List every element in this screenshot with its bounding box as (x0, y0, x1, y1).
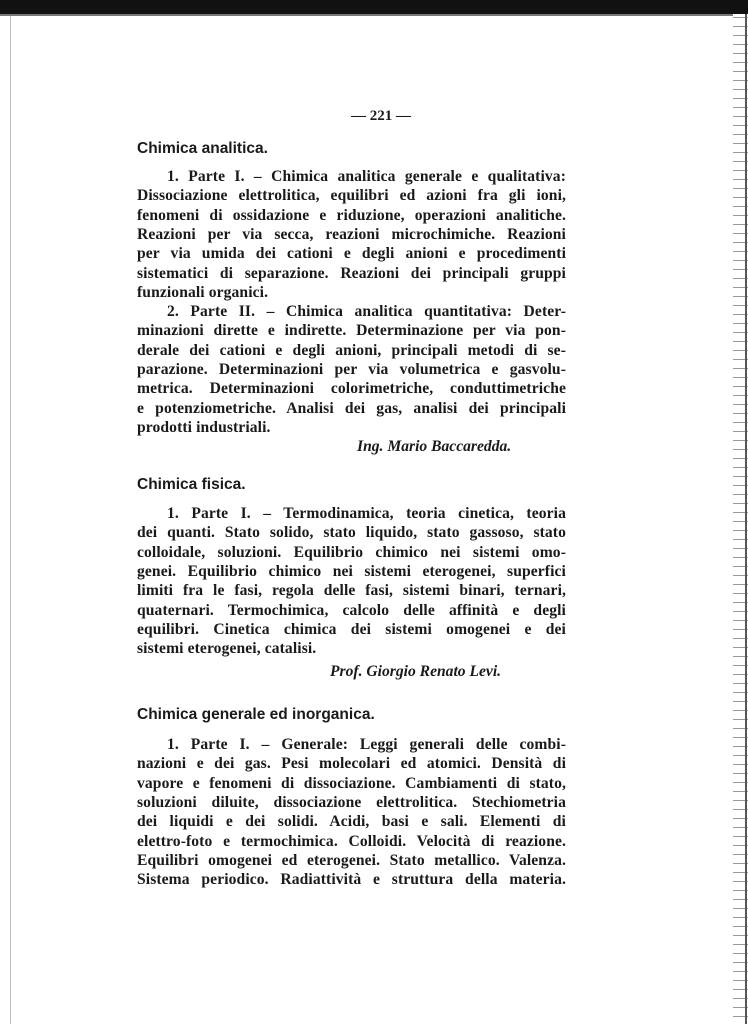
text-line: soluzioni diluite, dissociazione elettrolitica. Stechiometria (137, 794, 566, 812)
scan-top-border-shadow (0, 14, 748, 16)
author-signature: Ing. Mario Baccaredda. (357, 438, 512, 455)
text-line: dei quanti. Stato solido, stato liquido, stato gassoso, stato (137, 524, 566, 542)
text-line: equilibri. Cinetica chimica dei sistemi omogenei e dei (137, 621, 566, 639)
section-heading: Chimica fisica. (137, 476, 246, 493)
text-line: colloidale, soluzioni. Equilibrio chimico nei sistemi omo- (137, 543, 566, 561)
text-line: fenomeni di ossidazione e riduzione, operazioni analitiche. (137, 206, 566, 224)
author-signature: Prof. Giorgio Renato Levi. (330, 663, 502, 680)
text-line: Dissociazione elettrolitica, equilibri ed azioni fra gli ioni, (137, 187, 566, 205)
scan-right-edge-line (745, 14, 747, 1024)
text-line: vapore e fenomeni di dissociazione. Cambiamenti di stato, (137, 774, 566, 792)
text-line: 1. Parte I. – Generale: Leggi generali delle combi- (167, 736, 566, 753)
scan-top-border (0, 0, 748, 14)
text-line: genei. Equilibrio chimico nei sistemi eterogenei, superfici (137, 563, 566, 581)
text-line: 1. Parte I. – Termodinamica, teoria cinetica, teoria (167, 505, 566, 522)
text-line: Reazioni per via secca, reazioni microchimiche. Reazioni (137, 226, 566, 244)
text-line: Equilibri omogenei ed eterogenei. Stato metallico. Valenza. (137, 852, 566, 870)
text-line: dei liquidi e dei solidi. Acidi, basi e sali. Elementi di (137, 813, 566, 831)
text-line: 1. Parte I. – Chimica analitica generale e qualitativa: (167, 168, 566, 185)
text-line: elettro-foto e termochimica. Colloidi. Velocità di reazione. (137, 832, 566, 850)
section-heading: Chimica generale ed inorganica. (137, 706, 375, 723)
text-line: 2. Parte II. – Chimica analitica quantitativa: Deter- (167, 303, 566, 320)
text-line: metrica. Determinazioni colorimetriche, conduttimetriche (137, 380, 566, 398)
text-line: minazioni dirette e indirette. Determinazione per via pon- (137, 322, 566, 340)
text-line: sistematici di separazione. Reazioni dei principali gruppi (137, 264, 566, 282)
text-line: parazione. Determinazioni per via volumetrica e gasvolu- (137, 361, 566, 379)
scan-left-edge (10, 16, 11, 1024)
text-line: funzionali organici. (137, 284, 269, 302)
text-line: prodotti industriali. (137, 419, 271, 437)
text-line: sistemi eterogenei, catalisi. (137, 640, 317, 658)
section-heading: Chimica analitica. (137, 140, 268, 157)
text-line: e potenziometriche. Analisi dei gas, analisi dei principali (137, 399, 566, 417)
text-line: per via umida dei cationi e degli anioni e procedimenti (137, 245, 566, 263)
text-line: nazioni e dei gas. Pesi molecolari ed atomici. Densità di (137, 755, 566, 773)
page-number: — 221 — (351, 108, 411, 124)
text-line: Sistema periodico. Radiattività e struttura della materia. (137, 871, 566, 889)
text-line: quaternari. Termochimica, calcolo delle affinità e degli (137, 601, 566, 619)
text-line: derale dei cationi e degli anioni, principali metodi di se- (137, 341, 566, 359)
text-line: limiti fra le fasi, regola delle fasi, sistemi binari, ternari, (137, 582, 566, 600)
